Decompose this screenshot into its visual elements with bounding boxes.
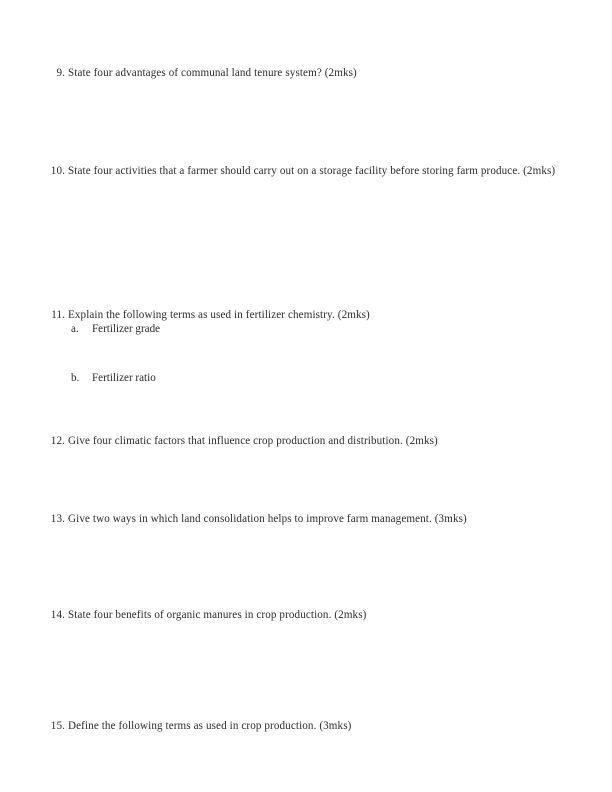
question-number-14: 14.: [50, 609, 65, 621]
question-number-13: 13.: [50, 513, 65, 525]
question-text-15: Define the following terms as used in crop production. (3mks): [68, 720, 352, 732]
question-number-9: 9.: [56, 67, 65, 79]
subitem-label-b: b.: [71, 372, 80, 384]
subitem-text-b: Fertilizer ratio: [92, 372, 156, 384]
question-item-15: [48, 719, 351, 735]
question-text-14: State four benefits of organic manures in crop production. (2mks): [68, 609, 367, 621]
question-text-9: State four advantages of communal land tenure system? (2mks): [68, 67, 357, 79]
question-number-12: 12.: [50, 435, 65, 447]
subitem-text-a: Fertilizer grade: [92, 323, 161, 335]
question-text-13: Give two ways in which land consolidation helps to improve farm management. (3mks): [68, 513, 467, 525]
question-number-15: 15.: [50, 720, 65, 732]
question-11-subitem-a: [71, 322, 160, 338]
question-item-10: [48, 164, 558, 180]
subitem-label-a: a.: [71, 323, 79, 335]
question-item-9: [48, 66, 357, 82]
question-item-13: [48, 512, 467, 528]
question-text-12: Give four climatic factors that influence crop production and distribution. (2mks): [68, 435, 438, 447]
question-text-10: State four activities that a farmer should carry out on a storage facility before storing farm produce. (2mks): [68, 165, 556, 177]
question-item-12: [48, 434, 438, 450]
question-number-10: 10.: [50, 165, 65, 177]
question-item-14: [48, 608, 366, 624]
question-11-subitem-b: [71, 371, 156, 387]
question-number-11: 11.: [51, 309, 65, 321]
question-text-11: Explain the following terms as used in fertilizer chemistry. (2mks): [68, 309, 370, 321]
